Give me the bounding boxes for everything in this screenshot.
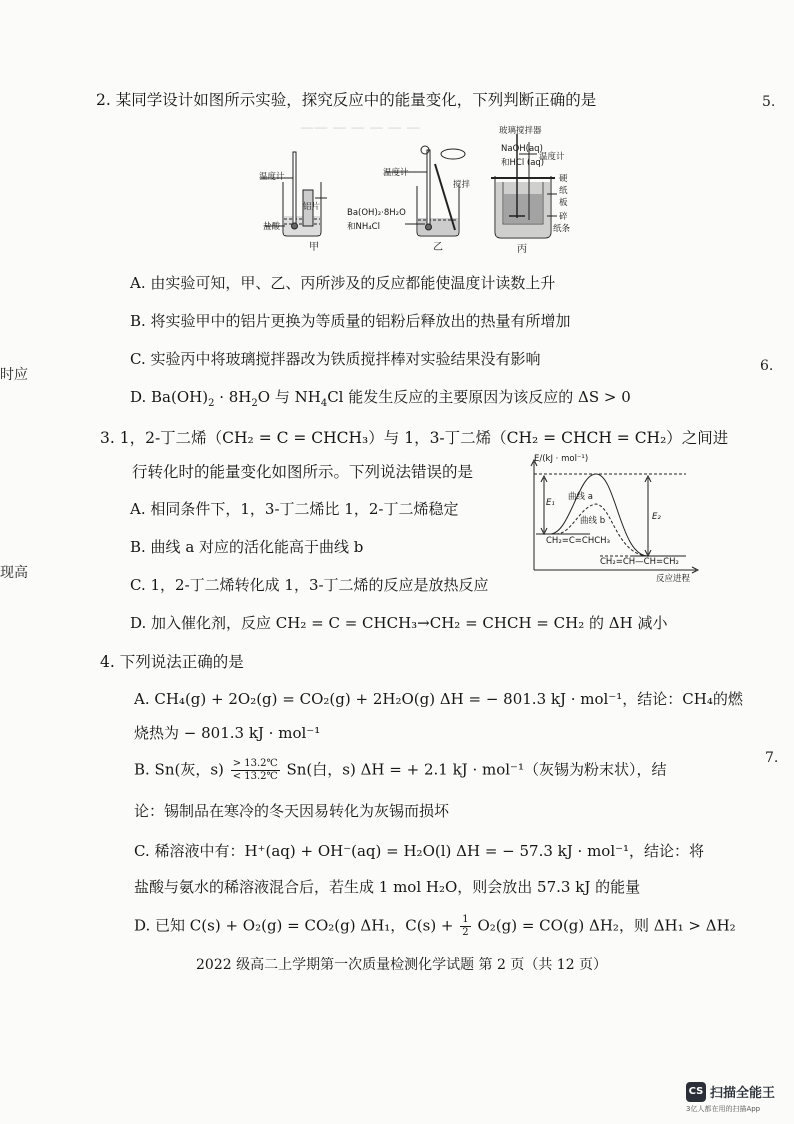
q4-option-a-line-1: A. CH₄(g) + 2O₂(g) = CO₂(g) + 2H₂O(g) ΔH = − 801.3 kJ · mol⁻¹，结论：CH₄的燃	[134, 690, 743, 708]
q4-option-d	[134, 914, 736, 939]
bing-board-label-3: 板	[559, 198, 568, 208]
q4-b-text-2: Sn(白，s) ΔH = + 2.1 kJ · mol⁻¹（灰锡为粉末状），结	[286, 760, 667, 779]
scanner-watermark	[686, 1080, 786, 1120]
q3-option-b: B. 曲线 a 对应的活化能高于曲线 b	[130, 538, 364, 556]
bing-thermometer-label: 温度计	[539, 152, 565, 162]
bing-scrap-label-1: 碎	[559, 212, 568, 222]
q3-stem-line-2: 行转化时的能量变化如图所示。下列说法错误的是	[132, 463, 474, 481]
margin-number-7: 7.	[765, 750, 779, 766]
q2-apparatus-svg	[255, 120, 585, 260]
jia-name: 甲	[309, 242, 319, 253]
yi-reagent-label-2: 和NH₄Cl	[347, 222, 380, 232]
q3-stem-line-1: 3. 1，2-丁二烯（CH₂ = C = CHCH₃）与 1，3-丁二烯（CH₂ = CHCH = CH₂）之间进	[100, 429, 729, 447]
q4-option-b-line-1	[134, 758, 666, 783]
q2-d-text-1: D. Ba(OH)	[130, 388, 209, 406]
q3-option-c: C. 1，2-丁二烯转化成 1，3-丁二烯的反应是放热反应	[130, 576, 489, 594]
bing-name: 丙	[517, 244, 527, 255]
q4-option-c-line-2: 盐酸与氨水的稀溶液混合后，若生成 1 mol H₂O，则会放出 57.3 kJ 的能量	[134, 878, 641, 896]
yi-reagent-label-1: Ba(OH)₂·8H₂O	[347, 208, 406, 218]
q4-b-text-1: B. Sn(灰，s)	[134, 760, 224, 779]
bing-board-label-1: 硬	[559, 174, 568, 184]
q4-d-text-1: D. 已知 C(s) + O₂(g) = CO₂(g) ΔH₁，C(s) +	[134, 916, 454, 935]
q4-d-text-2: O₂(g) = CO(g) ΔH₂，则 ΔH₁ > ΔH₂	[477, 916, 736, 935]
q4-option-a-line-2: 烧热为 − 801.3 kJ · mol⁻¹	[134, 724, 321, 742]
q2-d-text-3: O 与 NH	[257, 388, 321, 406]
q2-stem: 2. 某同学设计如图所示实验，探究反应中的能量变化，下列判断正确的是	[96, 91, 597, 109]
diagram-e1: E₁	[546, 498, 555, 508]
bing-board-label-2: 纸	[559, 186, 568, 196]
q4-b-condition-bottom: < 13.2℃	[232, 771, 278, 782]
q2-d-sub-3: 4	[320, 398, 328, 409]
jia-al-label: 铝片	[303, 202, 321, 212]
q4-stem: 4. 下列说法正确的是	[100, 653, 244, 671]
bing-stirrer-label: 玻璃搅拌器	[499, 126, 542, 136]
q3-option-d: D. 加入催化剂，反应 CH₂ = C = CHCH₃→CH₂ = CHCH = CH₂ 的 ΔH 减小	[130, 614, 668, 632]
q2-d-text-4: Cl 能发生反应的主要原因为该反应的 ΔS > 0	[327, 388, 631, 406]
q4-d-fraction	[460, 914, 470, 939]
page-footer: 2022 级高二上学期第一次质量检测化学试题 第 2 页（共 12 页）	[196, 957, 608, 973]
q3-energy-diagram	[520, 456, 700, 586]
q2-option-b: B. 将实验甲中的铝片更换为等质量的铝粉后释放出的热量有所增加	[130, 312, 571, 330]
bing-solution-label-1: NaOH(aq)	[501, 144, 543, 154]
yi-thermometer-label: 温度计	[383, 168, 409, 178]
yi-name: 乙	[433, 242, 443, 253]
q2-figure	[255, 120, 585, 260]
beaker-yi	[385, 146, 465, 236]
margin-number-5: 5.	[762, 94, 776, 110]
q4-d-fraction-top: 1	[462, 914, 469, 925]
q2-d-sub-2: 2	[251, 398, 258, 409]
q2-option-d	[130, 386, 631, 409]
jia-thermometer-label: 温度计	[259, 172, 285, 182]
bing-solution-label-2: 和HCl (aq)	[501, 158, 545, 168]
q4-option-c-line-1: C. 稀溶液中有：H⁺(aq) + OH⁻(aq) = H₂O(l) ΔH = − 57.3 kJ · mol⁻¹，结论：将	[134, 842, 705, 860]
q4-option-b-line-2: 论：锡制品在寒冷的冬天因易转化为灰锡而损坏	[134, 802, 450, 820]
margin-number-6: 6.	[760, 358, 774, 374]
jia-acid-label: 盐酸	[263, 222, 281, 232]
cs-logo-badge: CS	[686, 1082, 706, 1102]
q3-option-a: A. 相同条件下，1，3-丁二烯比 1，2-丁二烯稳定	[130, 500, 459, 518]
bleed-through-text: —— — — — — —	[300, 120, 421, 136]
q2-option-c: C. 实验丙中将玻璃搅拌器改为铁质搅拌棒对实验结果没有影响	[130, 350, 541, 368]
watermark-slogan: 3亿人都在用的扫描App	[686, 1105, 761, 1113]
diagram-curve-b: 曲线 b	[580, 516, 606, 526]
bing-scrap-label-2: 纸条	[553, 224, 571, 234]
diagram-product: CH₂=CH—CH=CH₂	[600, 557, 679, 567]
watermark-brand: 扫描全能王	[710, 1086, 776, 1101]
q4-b-condition	[231, 758, 280, 783]
q2-d-text-2: · 8H	[214, 388, 252, 406]
margin-fragment-1: 时应	[0, 367, 28, 383]
diagram-ylabel: E/(kJ · mol⁻¹)	[534, 454, 589, 464]
diagram-e2: E₂	[652, 512, 661, 522]
diagram-reactant: CH₂=C=CHCH₃	[546, 536, 610, 546]
diagram-xlabel: 反应进程	[656, 574, 691, 584]
diagram-curve-a: 曲线 a	[568, 492, 593, 502]
yi-stir-label: 搅拌	[453, 180, 471, 190]
q2-option-a: A. 由实验可知，甲、乙、丙所涉及的反应都能使温度计读数上升	[130, 274, 556, 292]
margin-fragment-2: 现高	[0, 565, 28, 581]
q4-d-fraction-bottom: 2	[462, 927, 469, 938]
q2-d-sub-1: 2	[208, 398, 215, 409]
q4-b-condition-top: > 13.2℃	[232, 758, 278, 769]
